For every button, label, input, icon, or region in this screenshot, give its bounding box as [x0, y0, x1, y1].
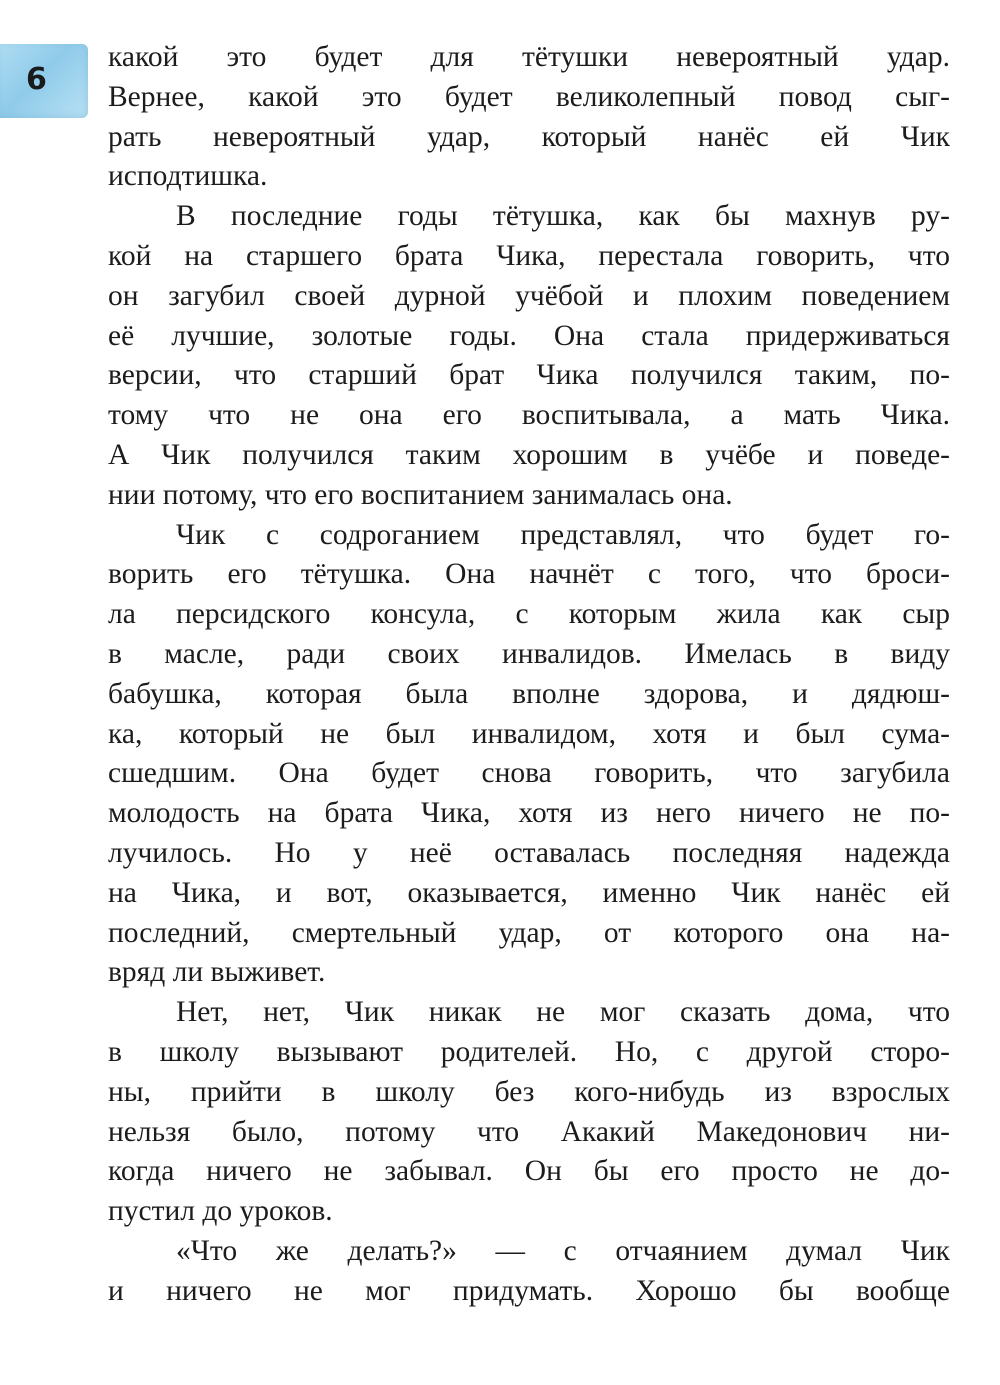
text-line: ка, который не был инвалидом, хотя и был сума-	[108, 717, 950, 750]
text-line: нельзя было, потому что Акакий Македонович ни-	[108, 1115, 950, 1148]
text-line: Чик с содроганием представлял, что будет го-	[176, 518, 950, 551]
text-line: «Что же делать?» — с отчаянием думал Чик	[176, 1234, 950, 1267]
text-line: последний, смертельный удар, от которого она на-	[108, 916, 950, 949]
text-line: вряд ли выживет.	[108, 956, 326, 989]
text-line: лучилось. Но у неё оставалась последняя надежда	[108, 836, 950, 869]
text-line: нии потому, что его воспитанием занималась она.	[108, 478, 733, 511]
page-number: 6	[26, 62, 47, 97]
text-line: А Чик получился таким хорошим в учёбе и поведе-	[108, 438, 950, 471]
text-line: в школу вызывают родителей. Но, с другой сторо-	[108, 1035, 950, 1068]
text-line: ны, прийти в школу без кого-нибудь из взрослых	[108, 1075, 950, 1108]
text-line: сшедшим. Она будет снова говорить, что загубила	[108, 757, 950, 790]
text-line: какой это будет для тётушки невероятный удар.	[108, 41, 950, 73]
text-line: когда ничего не забывал. Он бы его просто не до-	[108, 1155, 950, 1188]
text-line: ла персидского консула, с которым жила как сыр	[108, 598, 950, 631]
text-line: пустил до уроков.	[108, 1195, 333, 1228]
text-line: Нет, нет, Чик никак не мог сказать дома, что	[176, 996, 950, 1029]
page-number-tab	[0, 44, 88, 118]
text-line: её лучшие, золотые годы. Она стала придерживаться	[108, 319, 950, 352]
text-line: кой на старшего брата Чика, перестала говорить, что	[108, 239, 950, 272]
text-line: и ничего не мог придумать. Хорошо бы вообще	[108, 1274, 950, 1307]
text-line: молодость на брата Чика, хотя из него ничего не по-	[108, 797, 950, 830]
text-line: ворить его тётушка. Она начнёт с того, что броси-	[108, 558, 950, 591]
text-line: он загубил своей дурной учёбой и плохим поведением	[108, 279, 950, 312]
text-line: на Чика, и вот, оказывается, именно Чик нанёс ей	[108, 876, 950, 909]
text-line: версии, что старший брат Чика получился таким, по-	[108, 359, 950, 392]
text-line: рать невероятный удар, который нанёс ей Чик	[108, 120, 950, 153]
text-line: В последние годы тётушка, как бы махнув ру-	[176, 200, 950, 233]
text-line: в масле, ради своих инвалидов. Имелась в виду	[108, 637, 950, 670]
text-line: бабушка, которая была вполне здорова, и дядюш-	[108, 677, 950, 710]
page-body-text	[108, 38, 950, 1312]
text-line: Вернее, какой это будет великолепный повод сыг-	[108, 80, 950, 113]
text-line: исподтишка.	[108, 160, 268, 193]
text-line: тому что не она его воспитывала, а мать Чика.	[108, 399, 950, 432]
